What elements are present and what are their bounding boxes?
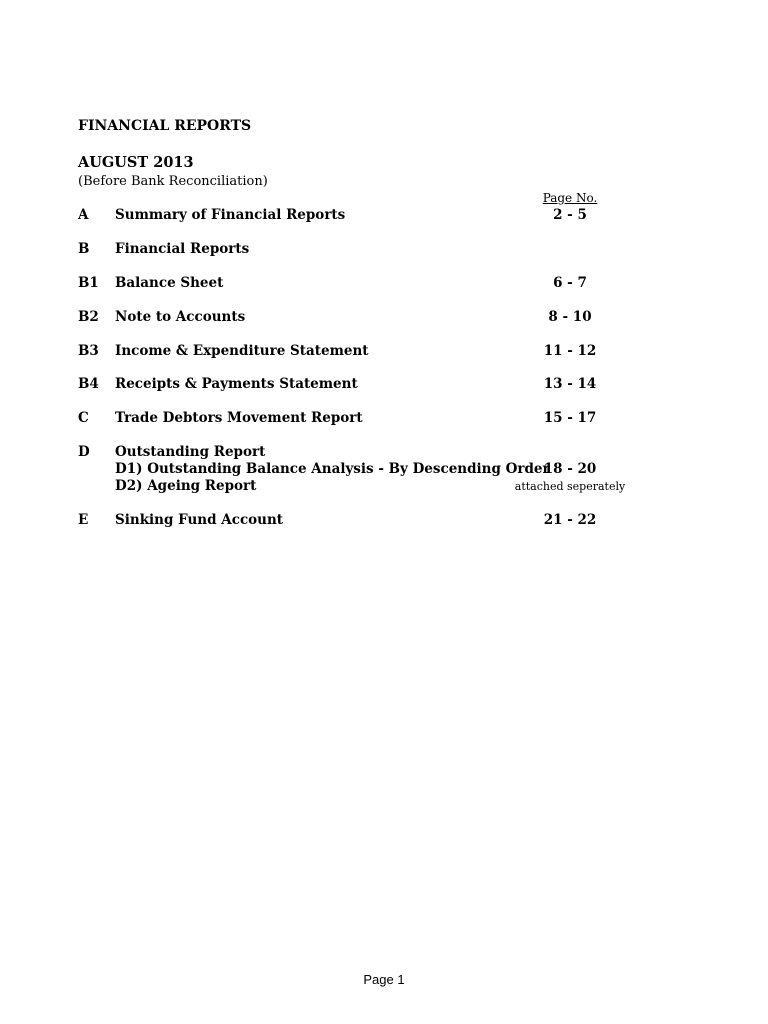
report-month: AUGUST 2013 [78,154,194,171]
toc-pages: attached seperately [514,480,626,493]
toc-code: A [78,207,89,223]
toc-pages: 8 - 10 [548,309,592,325]
toc-row-d [0,444,768,461]
toc-code: B3 [78,343,99,359]
toc-code: D [78,444,90,460]
toc-label: D1) Outstanding Balance Analysis - By Descending Order [115,461,550,477]
toc-label: Sinking Fund Account [115,512,284,528]
toc-row-d2 [0,478,768,495]
toc-code: C [78,410,89,426]
toc-pages: 21 - 22 [543,512,597,528]
toc-row-b3 [0,343,768,360]
toc-label: Balance Sheet [115,275,224,291]
toc-pages: 13 - 14 [543,376,597,392]
toc-pages: 6 - 7 [553,275,587,291]
report-subtitle: (Before Bank Reconciliation) [78,174,268,189]
toc-code: B2 [78,309,99,325]
toc-row-b [0,241,768,258]
toc-code: B1 [78,275,99,291]
toc-pages: 2 - 5 [553,207,587,223]
toc-label: Receipts & Payments Statement [115,376,358,392]
toc-row-c [0,410,768,427]
toc-label: Outstanding Report [115,444,266,460]
toc-pages: 15 - 17 [543,410,597,426]
page-footer: Page 1 [363,972,405,987]
toc-row-b1 [0,275,768,292]
toc-row-e [0,512,768,529]
toc-pages: 18 - 20 [543,461,597,477]
document-title: FINANCIAL REPORTS [78,118,252,134]
toc-row-b4 [0,376,768,393]
toc-label: Financial Reports [115,241,250,257]
toc-row-a [0,207,768,224]
toc-code: B4 [78,376,99,392]
toc-pages: 11 - 12 [543,343,597,359]
toc-label: Income & Expenditure Statement [115,343,369,359]
toc-row-b2 [0,309,768,326]
toc-row-d1 [0,461,768,478]
toc-code: E [78,512,89,528]
toc-code: B [78,241,90,257]
toc-label: Summary of Financial Reports [115,207,346,223]
toc-label: Trade Debtors Movement Report [115,410,363,426]
page-number-column-header: Page No. [542,191,598,205]
toc-label: D2) Ageing Report [115,478,257,494]
toc-label: Note to Accounts [115,309,246,325]
